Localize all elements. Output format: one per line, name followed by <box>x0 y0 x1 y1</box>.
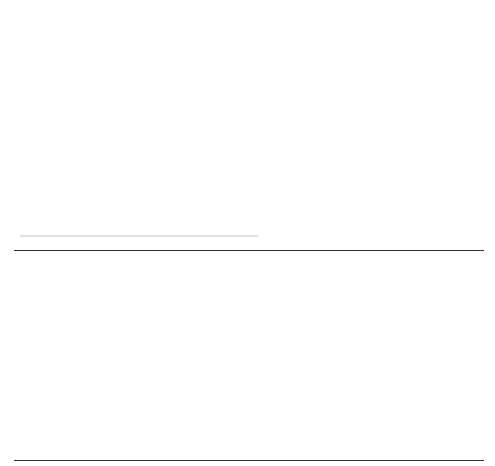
table-row <box>276 353 476 365</box>
table-row <box>28 308 228 320</box>
table-row <box>276 413 476 425</box>
table-row <box>276 377 476 389</box>
table-row <box>28 355 228 367</box>
table-row <box>28 320 228 332</box>
table-row <box>276 330 476 342</box>
table-row <box>28 403 228 415</box>
table-row <box>276 342 476 354</box>
table-row <box>276 318 476 330</box>
table-row <box>276 294 476 306</box>
table-row <box>276 389 476 401</box>
table-row <box>276 282 476 294</box>
table-row <box>276 401 476 413</box>
table-row <box>28 296 228 308</box>
table-row <box>28 344 228 356</box>
table-row <box>28 367 228 379</box>
table-row <box>276 425 476 437</box>
table-row <box>276 365 476 377</box>
table-top-rule <box>14 250 484 251</box>
table-row <box>28 427 228 439</box>
table-row <box>28 391 228 403</box>
table-row <box>276 306 476 318</box>
table-bottom-rule <box>14 460 484 461</box>
table-row <box>28 415 228 427</box>
table-row <box>28 379 228 391</box>
table-row <box>28 284 228 296</box>
table-row <box>28 332 228 344</box>
